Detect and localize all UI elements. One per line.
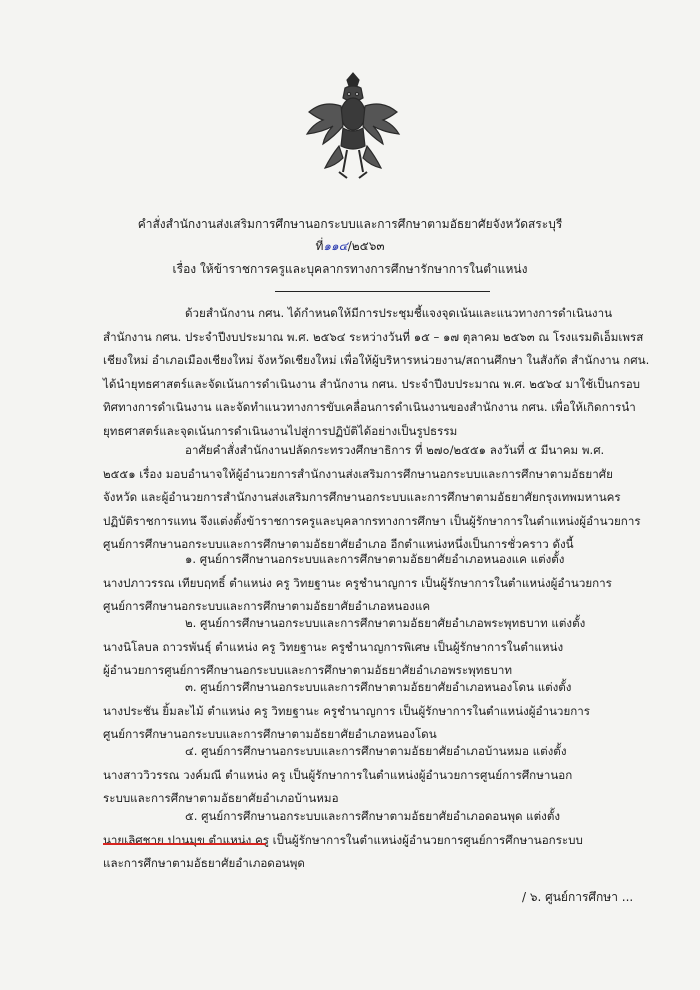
- paragraph-line: ๑. ศูนย์การศึกษานอกระบบและการศึกษาตามอัธยาศัยอำเภอหนองแค แต่งตั้ง: [185, 552, 565, 566]
- paragraph-line: นางปภาวรรณ เทียบฤทธิ์ ตำแหน่ง ครู วิทยฐานะ ครูชำนาญการ เป็นผู้รักษาการในตำแหน่งผู้อำนวยการ: [103, 575, 612, 590]
- paragraph-line: สำนักงาน กศน. ประจำปีงบประมาณ พ.ศ. ๒๕๖๔ ระหว่างวันที่ ๑๕ – ๑๗ ตุลาคม ๒๕๖๓ ณ โรงแรมดิเอ็มเพรส: [103, 329, 644, 344]
- order-number: [0, 237, 700, 256]
- paragraph-line: ๒๕๕๑ เรื่อง มอบอำนาจให้ผู้อำนวยการสำนักงานส่งเสริมการศึกษานอกระบบและการศึกษาตามอัธยาศัย: [103, 466, 613, 481]
- paragraph-background: [103, 302, 650, 444]
- paragraph-line: ทิศทางการดำเนินงาน และจัดทำแนวทางการขับเคลื่อนการดำเนินงานของสำนักงาน กศน. เพื่อให้เกิดการนำ: [103, 400, 636, 415]
- paragraph-line: เชียงใหม่ อำเภอเมืองเชียงใหม่ จังหวัดเชียงใหม่ เพื่อให้ผู้บริหารหน่วยงาน/สถานศึกษา ในสังกัด สำนักงาน กศน.: [103, 353, 650, 368]
- order-prefix: ที่: [315, 239, 324, 253]
- paragraph-line: ระบบและการศึกษาตามอัธยาศัยอำเภอบ้านหมอ: [103, 791, 339, 806]
- paragraph-line: นางสาววิวรรณ วงค์มณี ตำแหน่ง ครู เป็นผู้รักษาการในตำแหน่งผู้อำนวยการศูนย์การศึกษานอก: [103, 767, 573, 782]
- paragraph-line: นางนิโลบล ถาวรพันธุ์ ตำแหน่ง ครู วิทยฐานะ ครูชำนาญการพิเศษ เป็นผู้รักษาการในตำแหน่ง: [103, 639, 564, 654]
- header-divider: [275, 291, 490, 292]
- appointment-item-5: [103, 805, 623, 876]
- page-continuation: / ๖. ศูนย์การศึกษา ...: [522, 890, 634, 904]
- appointment-item-3: [103, 676, 623, 747]
- appointment-item-1: [103, 548, 623, 619]
- paragraph-line: อาศัยคำสั่งสำนักงานปลัดกระทรวงศึกษาธิการ ที่ ๒๗๐/๒๕๕๑ ลงวันที่ ๕ มีนาคม พ.ศ.: [185, 443, 605, 457]
- paragraph-line: ๕. ศูนย์การศึกษานอกระบบและการศึกษาตามอัธยาศัยอำเภอดอนพุด แต่งตั้ง: [185, 809, 561, 823]
- paragraph-line: ผู้อำนวยการศูนย์การศึกษานอกระบบและการศึกษาตามอัธยาศัยอำเภอพระพุทธบาท: [103, 663, 512, 678]
- paragraph-line: ๒. ศูนย์การศึกษานอกระบบและการศึกษาตามอัธยาศัยอำเภอพระพุทธบาท แต่งตั้ง: [185, 616, 586, 630]
- paragraph-line: ศูนย์การศึกษานอกระบบและการศึกษาตามอัธยาศัยอำเภอหนองแค: [103, 599, 431, 614]
- paragraph-line: ด้วยสำนักงาน กศน. ได้กำหนดให้มีการประชุมชี้แจงจุดเน้นและแนวทางการดำเนินงาน: [185, 306, 612, 320]
- paragraph-line: ๓. ศูนย์การศึกษานอกระบบและการศึกษาตามอัธยาศัยอำเภอหนองโดน แต่งตั้ง: [185, 680, 572, 694]
- order-handwritten-number: ๑๑๔: [323, 239, 348, 253]
- red-underline-highlight: [103, 843, 266, 845]
- paragraph-line: ได้นำยุทธศาสตร์และจัดเน้นการดำเนินงาน สำนักงาน กศน. ประจำปีงบประมาณ พ.ศ. ๒๕๖๔ มาใช้เป็นกรอบ: [103, 376, 641, 391]
- paragraph-line: จังหวัด และผู้อำนวยการสำนักงานส่งเสริมการศึกษานอกระบบและการศึกษาตามอัธยาศัยกรุงเทพมหานคร: [103, 490, 621, 505]
- garuda-emblem-icon: [303, 72, 403, 180]
- paragraph-line: นายเลิศชาย ปานมุข ตำแหน่ง ครู เป็นผู้รักษาการในตำแหน่งผู้อำนวยการศูนย์การศึกษานอกระบบ: [103, 832, 583, 847]
- paragraph-line: ยุทธศาสตร์และจุดเน้นการดำเนินงานไปสู่การปฏิบัติได้อย่างเป็นรูปธรรม: [103, 423, 458, 438]
- paragraph-line: ศูนย์การศึกษานอกระบบและการศึกษาตามอัธยาศัยอำเภอหนองโดน: [103, 727, 437, 742]
- appointment-item-4: [103, 740, 623, 811]
- order-year: /๒๕๖๓: [347, 239, 385, 253]
- appointment-item-2: [103, 612, 623, 683]
- issuing-office: คำสั่งสำนักงานส่งเสริมการศึกษานอกระบบและการศึกษาตามอัธยาศัยจังหวัดสระบุรี: [137, 217, 563, 231]
- paragraph-line: ๔. ศูนย์การศึกษานอกระบบและการศึกษาตามอัธยาศัยอำเภอบ้านหมอ แต่งตั้ง: [185, 744, 567, 758]
- paragraph-line: นางประชัน ยิ้มละไม้ ตำแหน่ง ครู วิทยฐานะ ครูชำนาญการ เป็นผู้รักษาการในตำแหน่งผู้อำนวยการ: [103, 703, 590, 718]
- order-subject: เรื่อง ให้ข้าราชการครูและบุคลากรทางการศึกษารักษาการในตำแหน่ง: [172, 262, 528, 276]
- paragraph-line: และการศึกษาตามอัธยาศัยอำเภอดอนพุด: [103, 856, 305, 871]
- paragraph-authority: [103, 439, 641, 557]
- paragraph-line: ศูนย์การศึกษานอกระบบและการศึกษาตามอัธยาศัยอำเภอ อีกตำแหน่งหนึ่งเป็นการชั่วคราว ดังนี้: [103, 537, 574, 552]
- paragraph-line: ปฏิบัติราชการแทน จึงแต่งตั้งข้าราชการครูและบุคลากรทางการศึกษา เป็นผู้รักษาการในตำแหน่งผู้อำนวยการ: [103, 513, 641, 528]
